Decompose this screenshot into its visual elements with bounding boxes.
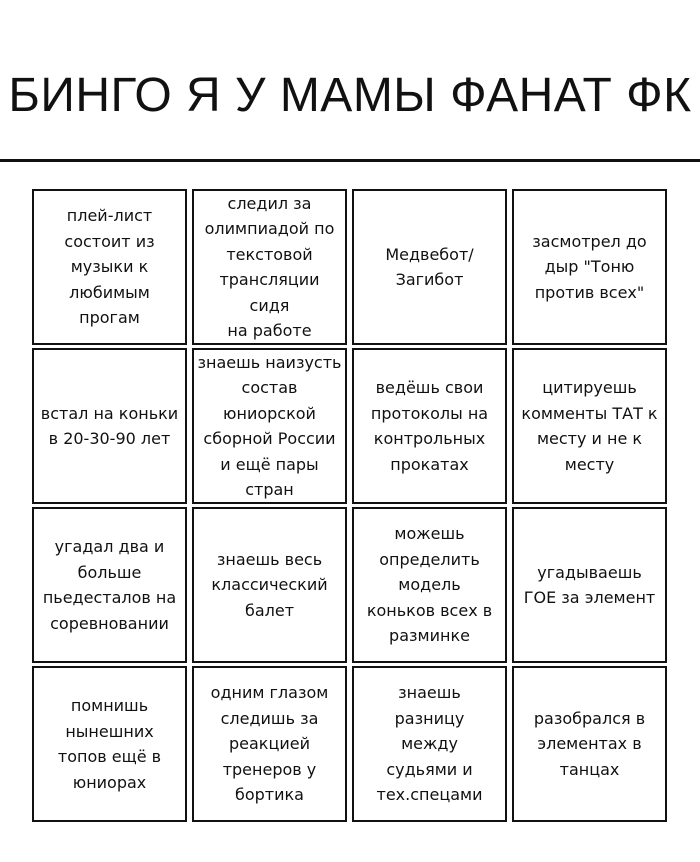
bingo-cell-text: плей-лист состоит из музыки к любимым прогам	[64, 206, 155, 328]
bingo-cell-r4c1[interactable]	[32, 666, 187, 822]
bingo-cell-text: угадал два и больше пьедесталов на соревновании	[42, 537, 177, 633]
bingo-cell-r1c4[interactable]	[512, 189, 667, 345]
title-divider	[0, 159, 700, 162]
bingo-cell-text: следил за олимпиадой по текстовой трансляции сидя на работе	[204, 193, 335, 340]
bingo-cell-text: знаешь весь классический балет	[211, 549, 328, 620]
bingo-title: БИНГО Я У МАМЫ ФАНАТ ФК	[8, 69, 692, 122]
bingo-cell-r2c2[interactable]	[192, 348, 347, 504]
bingo-cell-r1c1[interactable]	[32, 189, 187, 345]
bingo-cell-r1c3[interactable]	[352, 189, 507, 345]
bingo-cell-text: можешь определить модель коньков всех в разминке	[366, 524, 493, 646]
bingo-cell-text: ведёшь свои протоколы на контрольных прокатах	[370, 378, 489, 474]
bingo-cell-r3c2[interactable]	[192, 507, 347, 663]
bingo-cell-text: цитируешь комменты ТАТ к месту и не к месту	[521, 378, 658, 474]
bingo-cell-text: знаешь наизусть состав юниорской сборной России и ещё пары стран	[197, 352, 342, 499]
bingo-cell-text: Медвебот/ Загибот	[385, 244, 474, 289]
bingo-cell-text: разобрался в элементах в танцах	[533, 708, 646, 779]
bingo-cell-r4c3[interactable]	[352, 666, 507, 822]
bingo-cell-r3c1[interactable]	[32, 507, 187, 663]
bingo-cell-r2c3[interactable]	[352, 348, 507, 504]
bingo-cell-text: засмотрел до дыр "Тоню против всех"	[532, 231, 647, 302]
bingo-cell-r2c1[interactable]	[32, 348, 187, 504]
bingo-cell-r3c4[interactable]	[512, 507, 667, 663]
bingo-cell-text: одним глазом следишь за реакцией тренеров у бортика	[210, 683, 329, 805]
bingo-cell-r4c2[interactable]	[192, 666, 347, 822]
bingo-cell-r4c4[interactable]	[512, 666, 667, 822]
bingo-cell-text: помнишь нынешних топов ещё в юниорах	[57, 696, 162, 792]
bingo-cell-r3c3[interactable]	[352, 507, 507, 663]
bingo-cell-r2c4[interactable]	[512, 348, 667, 504]
bingo-cell-r1c2[interactable]	[192, 189, 347, 345]
bingo-cell-text: угадываешь ГОЕ за элемент	[523, 562, 656, 607]
bingo-cell-text: знаешь разницу между судьями и тех.спецами	[376, 683, 483, 805]
bingo-grid	[32, 189, 670, 824]
bingo-cell-text: встал на коньки в 20-30-90 лет	[40, 403, 179, 448]
